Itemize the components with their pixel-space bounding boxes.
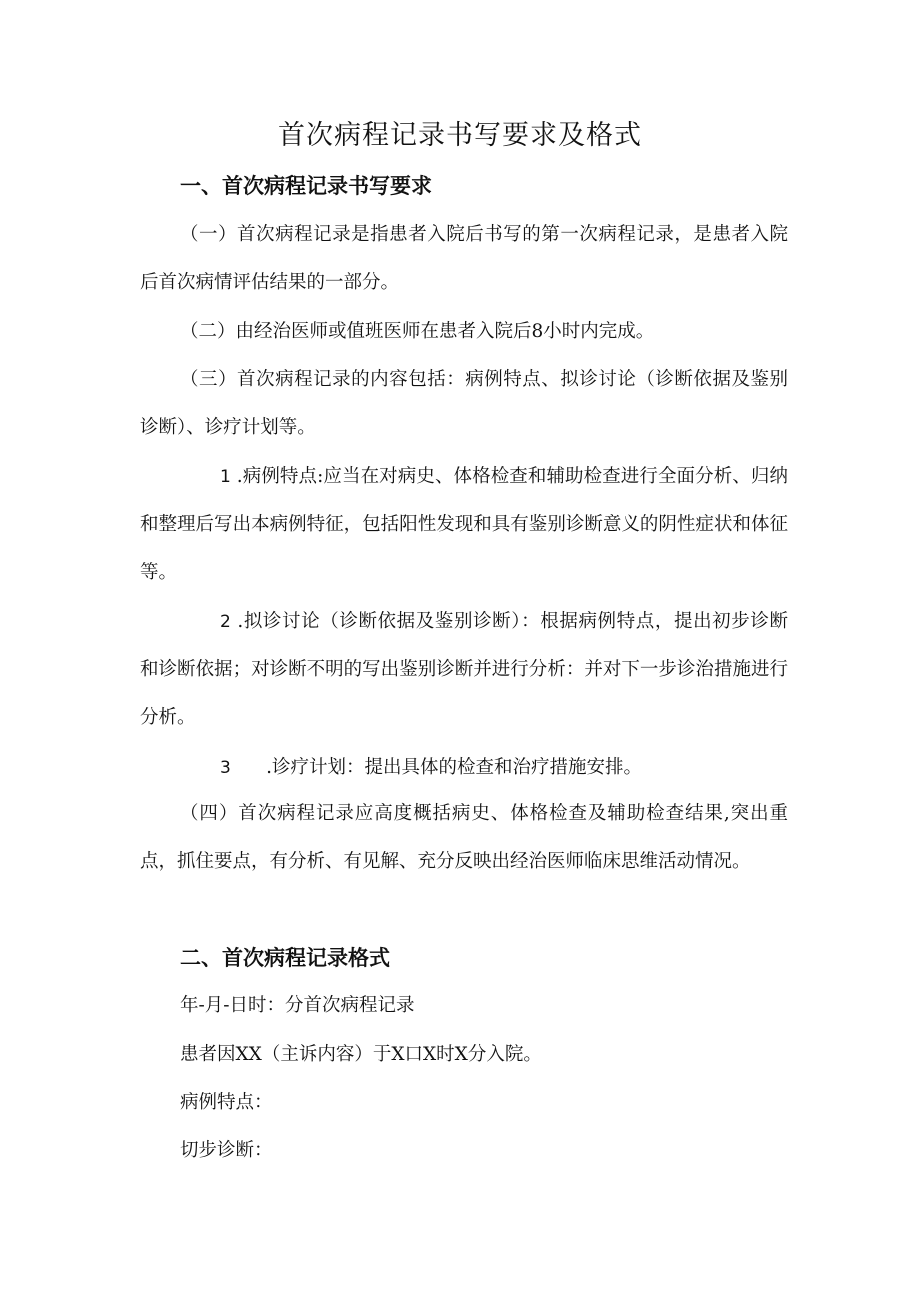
list-item-case-features [140, 453, 788, 597]
paragraph-completion-time: （二）由经治医师或值班医师在患者入院后8小时内完成。 [180, 321, 655, 342]
paragraph-definition: （一）首次病程记录是指患者入院后书写的第一次病程记录，是患者入院后首次病情评估结果的一部分。 [140, 224, 788, 293]
list-item-text: .诊疗计划：提出具体的检查和治疗措施安排。 [266, 757, 643, 778]
format-line-case-features: 病例特点： [180, 1092, 273, 1113]
format-line-datetime: 年-月-日时：分首次病程记录 [180, 995, 415, 1016]
list-item-text: .拟诊讨论（诊断依据及鉴别诊断）：根据病例特点，提出初步诊断和诊断依据；对诊断不明的写出鉴别诊断并进行分析：并对下一步诊治措施进行分析。 [140, 611, 788, 728]
section-heading-requirements: 一、首次病程记录书写要求 [180, 174, 432, 198]
section-heading-format: 二、首次病程记录格式 [180, 946, 390, 970]
paragraph-summary: （四）首次病程记录应高度概括病史、体格检查及辅助检查结果,突出重点，抓住要点，有分析、有见解、充分反映出经治医师临床思维活动情况。 [140, 803, 788, 872]
list-number: 1 [220, 467, 231, 487]
list-item-diagnosis-discussion [140, 598, 788, 742]
format-line-admission: 患者因XX（主诉内容）于X口X时X分入院。 [180, 1044, 542, 1065]
paragraph-content-list: （三）首次病程记录的内容包括：病例特点、拟诊讨论（诊断依据及鉴别诊断）、诊疗计划等。 [140, 369, 788, 438]
list-number: 3 [220, 758, 231, 778]
list-number: 2 [220, 612, 231, 632]
document-title: 首次病程记录书写要求及格式 [278, 120, 642, 151]
list-item-text: .病例特点:应当在对病史、体格检查和辅助检查进行全面分析、归纳和整理后写出本病例特征，包括阳性发现和具有鉴别诊断意义的阴性症状和体征等。 [140, 466, 788, 583]
list-item-treatment-plan [140, 744, 788, 792]
format-line-initial-diagnosis: 切步诊断： [180, 1140, 273, 1161]
